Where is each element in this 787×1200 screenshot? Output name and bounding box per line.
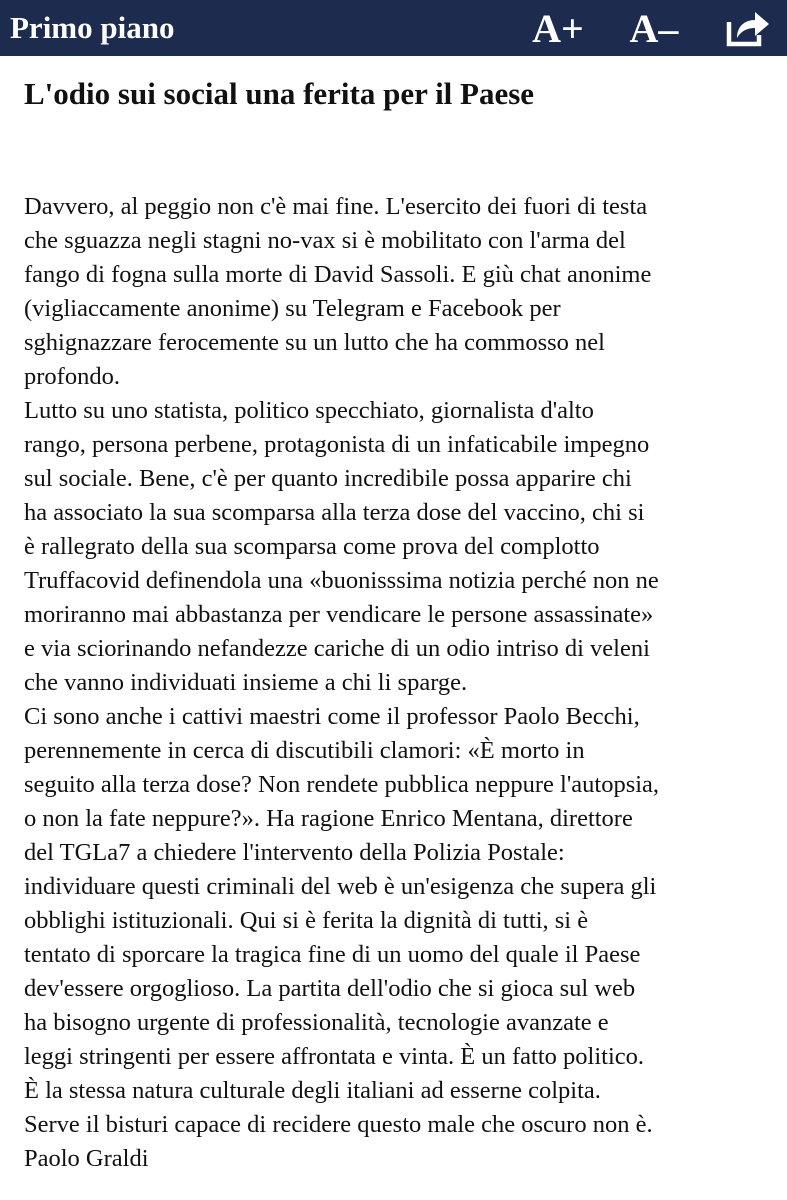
article-line: fango di fogna sulla morte di David Sassoli. E giù chat anonime (24, 261, 652, 288)
section-title: Primo piano (10, 10, 175, 45)
article-author: Paolo Graldi (24, 1145, 149, 1172)
article-line: che sguazza negli stagni no-vax si è mobilitato con l'arma del (24, 227, 626, 254)
article-line: profondo. (24, 363, 120, 390)
article-line: obblighi istituzionali. Qui si è ferita la dignità di tutti, si è (24, 907, 589, 934)
article-line: sghignazzare ferocemente su un lutto che ha commosso nel (24, 329, 605, 356)
article-line: (vigliaccamente anonime) su Telegram e Facebook per (24, 295, 561, 322)
article-line: ha bisogno urgente di professionalità, tecnologie avanzate e (24, 1009, 609, 1036)
article-headline: L'odio sui social una ferita per il Paese (24, 76, 535, 111)
share-button[interactable] (722, 6, 774, 50)
article-line: Serve il bisturi capace di recidere questo male che oscuro non è. (24, 1111, 653, 1138)
article-line: Davvero, al peggio non c'è mai fine. L'esercito dei fuori di testa (24, 193, 648, 220)
share-icon (725, 8, 771, 48)
article-line: tentato di sporcare la tragica fine di un uomo del quale il Paese (24, 941, 641, 968)
article-line: Lutto su uno statista, politico specchiato, giornalista d'alto (24, 397, 594, 424)
article-line: individuare questi criminali del web è un'esigenza che supera gli (24, 873, 657, 900)
article-line: moriranno mai abbastanza per vendicare le persone assassinate» (24, 601, 654, 628)
article-line: Truffacovid definendola una «buonisssima notizia perché non ne (24, 567, 659, 594)
font-increase-button[interactable]: A+ (532, 5, 584, 51)
article-line: Ci sono anche i cattivi maestri come il professor Paolo Becchi, (24, 703, 640, 730)
article-line: leggi stringenti per essere affrontata e vinta. È un fatto politico. (24, 1043, 645, 1070)
article-line: o non la fate neppure?». Ha ragione Enrico Mentana, direttore (24, 805, 633, 832)
top-bar (0, 0, 787, 56)
article-line: perennemente in cerca di discutibili clamori: «È morto in (24, 737, 585, 764)
article-line: del TGLa7 a chiedere l'intervento della Polizia Postale: (24, 839, 565, 866)
article-line: ha associato la sua scomparsa alla terza dose del vaccino, chi si (24, 499, 645, 526)
font-decrease-button[interactable]: A– (629, 5, 679, 51)
article-line: È la stessa natura culturale degli italiani ad esserne colpita. (24, 1077, 601, 1104)
article-line: sul sociale. Bene, c'è per quanto incredibile possa apparire chi (24, 465, 632, 492)
article-line: e via sciorinando nefandezze cariche di un odio intriso di veleni (24, 635, 650, 662)
article-line: dev'essere orgoglioso. La partita dell'odio che si gioca sul web (24, 975, 636, 1002)
article-line: rango, persona perbene, protagonista di un infaticabile impegno (24, 431, 650, 458)
article-line: che vanno individuati insieme a chi li sparge. (24, 669, 468, 696)
article-line: è rallegrato della sua scomparsa come prova del complotto (24, 533, 600, 560)
article-line: seguito alla terza dose? Non rendete pubblica neppure l'autopsia, (24, 771, 660, 798)
article-body (24, 190, 764, 1176)
